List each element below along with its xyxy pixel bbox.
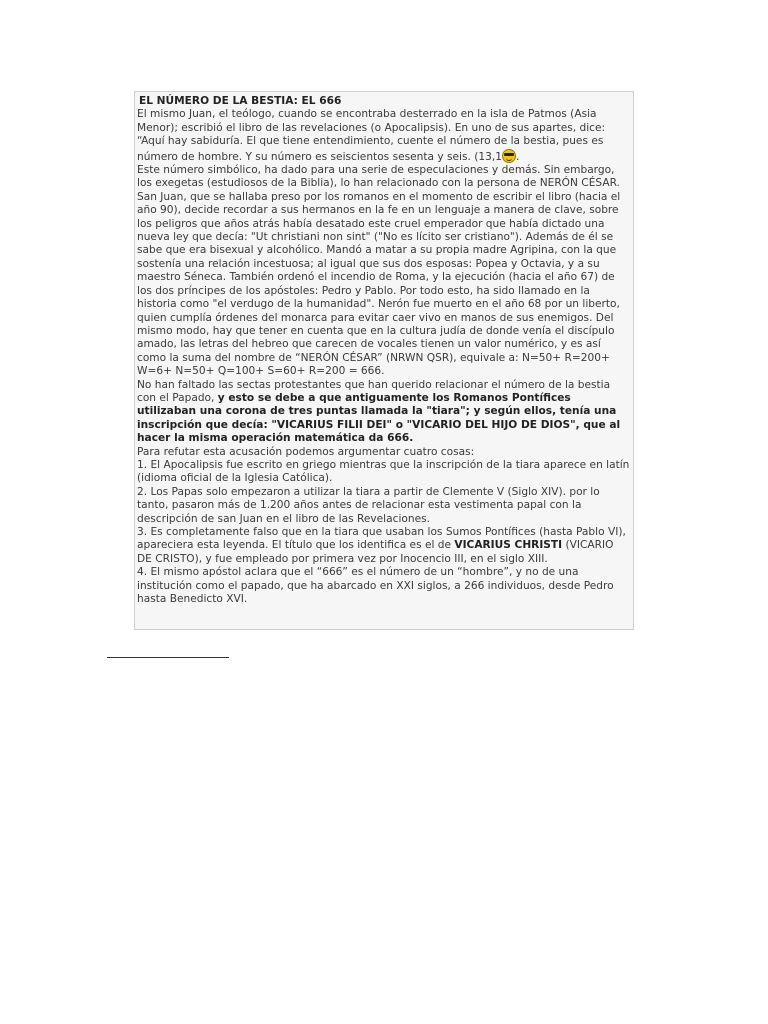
cool-smiley-icon (502, 149, 516, 163)
point-3 (137, 526, 631, 566)
intro-end: . (515, 150, 520, 163)
paragraph-intro (137, 108, 631, 164)
intro-text: El mismo Juan, el teólogo, cuando se encontraba desterrado en la isla de Patmos (Asia Menor); escribió el libro de las revelaciones (o Apocalipsis). En uno de sus apartes, dice: “Aquí hay sabiduría. El que tiene entendimiento, cuente el número de la bestia, pues es número de hombre. Y su número es seiscientos sesenta y seis. (13,1 (137, 108, 606, 163)
papado-text: No han faltado las sectas protestantes que han querido relacionar el número de la bestia con el Papado, (137, 378, 611, 404)
point-4: 4. El mismo apóstol aclara que el “666” es el número de un “hombre”, y no de una institución como el papado, que ha abarcado en XXI siglos, a 266 individuos, desde Pedro hasta Benedicto XVI. (137, 566, 614, 606)
article-box (134, 91, 634, 630)
point-3-text: 3. Es completamente falso que en la tiara que usaban los Sumos Pontífices (hasta Pablo VI), apareciera esta leyenda. El título que los identifica es el de (137, 526, 626, 552)
papado-bold-text: y esto se debe a que antiguamente los Romanos Pontífices utilizaban una corona de tres puntas llamada la "tiara"; y según ellos, tenía una inscripción que decía: "VICARIUS FILII DEI" o "VICARIO DEL HIJO DE DIOS", que al hacer la misma operación matemática da 666. (137, 391, 621, 445)
paragraph-neron: Este número simbólico, ha dado para una serie de especulaciones y demás. Sin embargo, los exegetas (estudiosos de la Biblia), lo han relacionado con la persona de NERÓN CÉSAR. San Juan, que se hallaba preso por los romanos en el momento de escribir el libro (hacia el año 90), decide recordar a sus hermanos en la fe en un lenguaje a manera de clave, sobre los peligros que años atrás había desatado este cruel emperador que había dictado una nueva ley que decía: "Ut christiani non sint" ("No es lícito ser cristiano"). Además de él se sabe que era bisexual y alcohólico. Mandó a matar a su propia madre Agripina, con la que sostenía una relación incestuosa; al igual que sus dos esposas: Popea y Octavia, y a su maestro Séneca. También ordenó el incendio de Roma, y la ejecución (hacia el año 67) de los dos príncipes de los apóstoles: Pedro y Pablo. Por todo esto, ha sido llamado en la historia como "el verdugo de la humanidad". Nerón fue muerto en el año 68 por un liberto, quien cumplía órdenes del monarca para evitar caer vivo en manos de sus enemigos. Del mismo modo, hay que tener en cuenta que en la cultura judía de donde venía el discípulo amado, las letras del hebreo que carecen de vocales tienen un valor numérico, y es así como la suma del nombre de “NERÓN CÉSAR” (NRWN QSR), equivale a: N=50+ R=200+ W=6+ N=50+ Q=100+ S=60+ R=200 = 666. (137, 164, 621, 378)
point-2: 2. Los Papas solo empezaron a utilizar la tiara a partir de Clemente V (Siglo XIV). por lo tanto, pasaron más de 1.200 años antes de relacionar esta vestimenta papal con la descripción de san Juan en el libro de las Revelaciones. (137, 485, 600, 525)
paragraph-papado (137, 379, 631, 446)
point-3-end: (VICARIO DE CRISTO), y fue empleado por primera vez por Inocencio III, en el siglo XIII. (137, 539, 614, 565)
point-1: 1. El Apocalipsis fue escrito en griego mientras que la inscripción de la tiara aparece en latín (idioma oficial de la Iglesia Católica). (137, 458, 630, 485)
article-title: EL NÚMERO DE LA BESTIA: EL 666 (139, 95, 342, 107)
paragraph-refutar: Para refutar esta acusación podemos argumentar cuatro cosas: (137, 445, 475, 458)
footnote-separator (107, 657, 229, 658)
point-3-bold: VICARIUS CHRISTI (454, 539, 563, 552)
